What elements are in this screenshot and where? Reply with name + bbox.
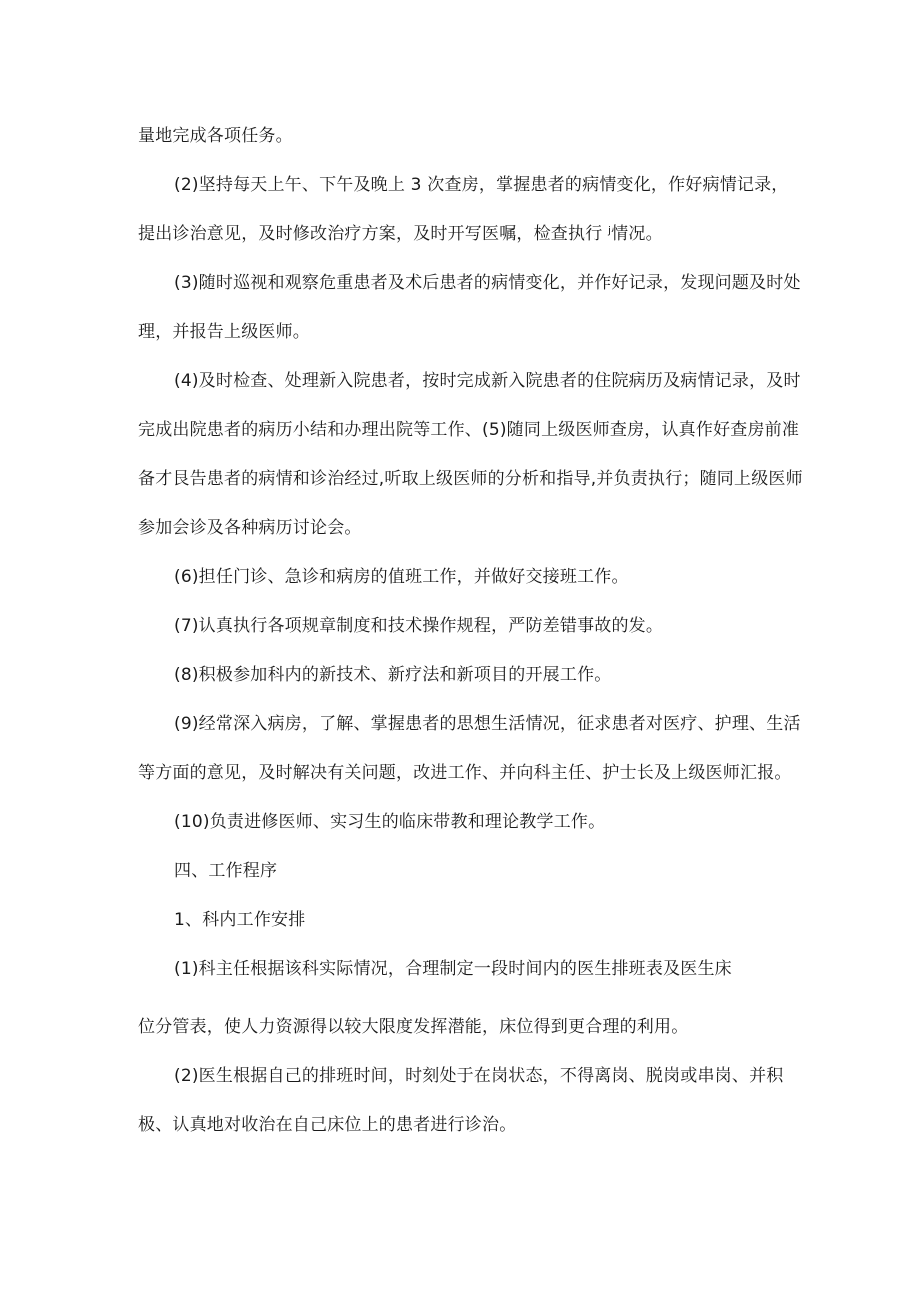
procedure-2-line-2: 极、认真地对收治在自己床位上的患者进行诊治。: [138, 1115, 517, 1135]
procedure-2-line-1: (2)医生根据自己的排班时间，时刻处于在岗状态，不得离岗、脱岗或串岗、并积: [174, 1066, 784, 1086]
paragraph-4-line-1: (4)及时检查、处理新入院患者，按时完成新入院患者的住院病历及病情记录，及时: [174, 371, 801, 391]
paragraph-7: (7)认真执行各项规章制度和技术操作规程，严防差错事故的发。: [174, 616, 664, 636]
paragraph-4-line-4: 参加会诊及各种病历讨论会。: [138, 518, 362, 538]
paragraph-4-line-2: 完成出院患者的病历小结和办理出院等工作、(5)随同上级医师查房，认真作好查房前准: [138, 420, 800, 440]
procedure-1-line-2: 位分管表，使人力资源得以较大限度发挥潜能，床位得到更合理的利用。: [138, 1017, 689, 1037]
section-heading: 四、工作程序: [174, 861, 278, 881]
paragraph-2-line-2: 提出诊治意见，及时修改治疗方案，及时开写医嘱，检查执行 ʲ情况。: [138, 224, 663, 244]
text-line-1: 量地完成各项任务。: [138, 126, 293, 146]
paragraph-8: (8)积极参加科内的新技术、新疗法和新项目的开展工作。: [174, 665, 612, 685]
paragraph-3-line-2: 理，并报告上级医师。: [138, 322, 310, 342]
paragraph-3-line-1: (3)随时巡视和观察危重患者及术后患者的病情变化，并作好记录，发现问题及时处: [174, 273, 801, 293]
paragraph-6: (6)担任门诊、急诊和病房的值班工作，并做好交接班工作。: [174, 567, 629, 587]
subsection-heading: 1、科内工作安排: [174, 910, 306, 930]
procedure-1-line-1: (1)科主任根据该科实际情况，合理制定一段时间内的医生排班表及医生床: [174, 959, 732, 979]
paragraph-4-line-3: 备才艮告患者的病情和诊治经过,听取上级医师的分析和指导,并负责执行；随同上级医师: [138, 469, 803, 489]
paragraph-9-line-2: 等方面的意见，及时解决有关问题，改进工作、并向科主任、护士长及上级医师汇报。: [138, 763, 792, 783]
paragraph-10: (10)负责进修医师、实习生的临床带教和理论教学工作。: [174, 812, 606, 832]
paragraph-9-line-1: (9)经常深入病房，了解、掌握患者的思想生活情况，征求患者对医疗、护理、生活: [174, 714, 801, 734]
paragraph-2-line-1: (2)坚持每天上午、下午及晚上 3 次查房，掌握患者的病情变化，作好病情记录，: [174, 175, 789, 195]
